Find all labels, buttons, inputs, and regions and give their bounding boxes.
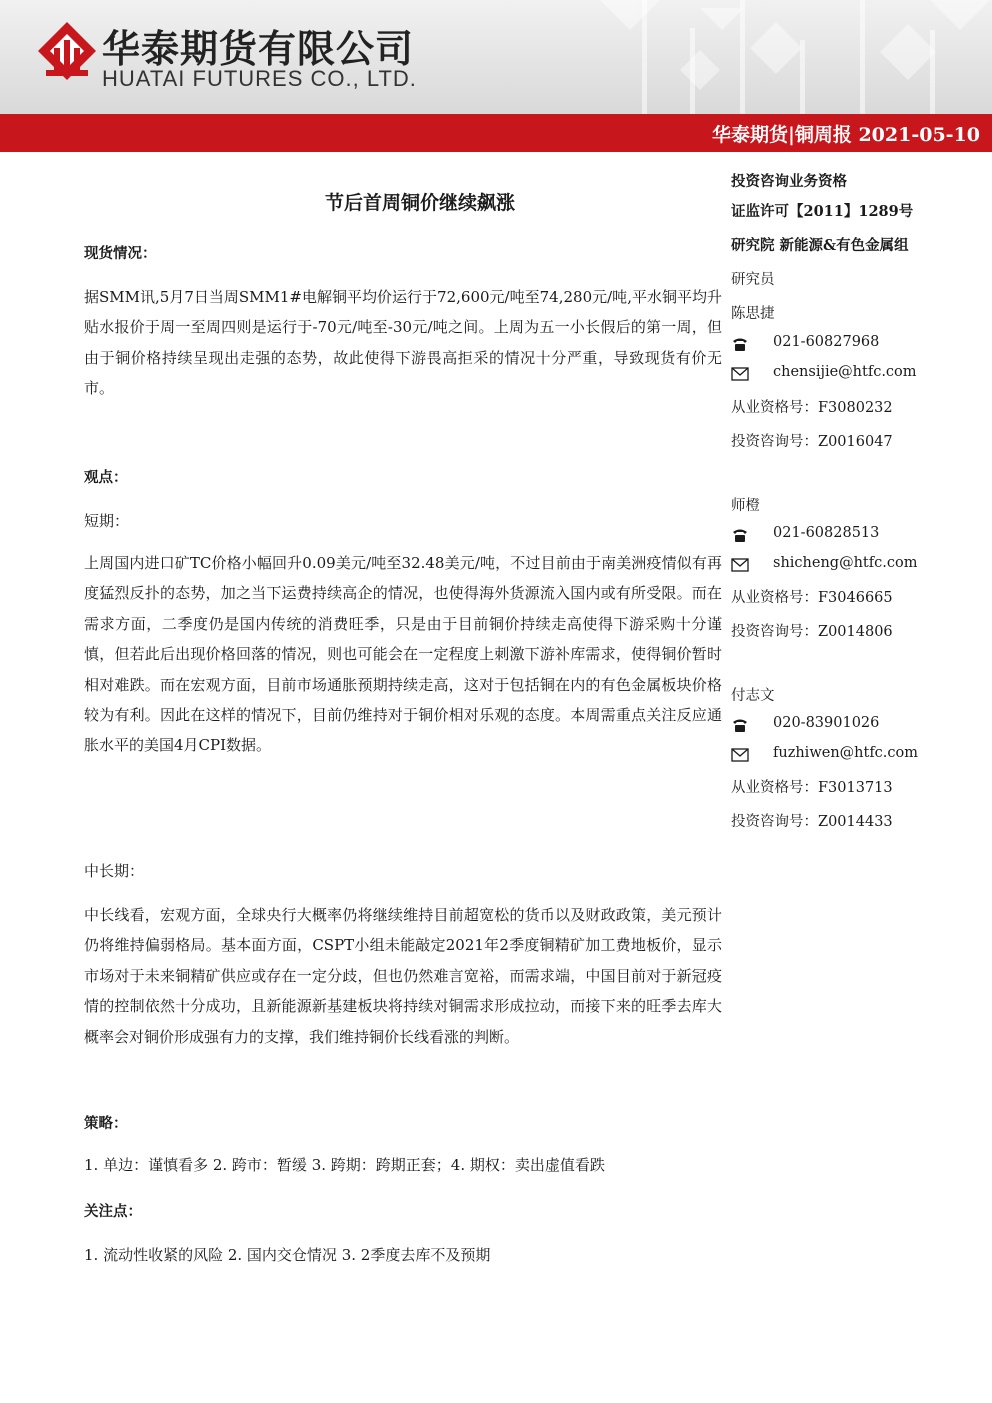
mail-icon [731, 366, 749, 382]
analyst-advisory: 投资咨询号：Z0016047 [731, 434, 893, 450]
company-logo-icon [36, 20, 98, 82]
department: 研究院 新能源&有色金属组 [731, 237, 909, 254]
analyst-email[interactable]: fuzhiwen@htfc.com [773, 745, 919, 761]
strategy-heading: 策略： [84, 1115, 128, 1132]
analyst-phone: 021-60828513 [773, 525, 880, 541]
analyst-cert: 从业资格号：F3080232 [731, 400, 893, 416]
analyst-advisory: 投资咨询号：Z0014806 [731, 624, 893, 640]
view-heading: 观点： [84, 469, 128, 486]
report-bar-text: 华泰期货|铜周报 2021-05-10 [711, 124, 980, 146]
analyst-cert: 从业资格号：F3013713 [731, 780, 893, 796]
phone-icon [731, 527, 749, 543]
qualification-line2: 证监许可【2011】1289号 [731, 203, 914, 220]
focus-line: 1. 流动性收紧的风险 2. 国内交仓情况 3. 2季度去库不及预期 [84, 1246, 491, 1264]
analyst-cert: 从业资格号：F3046665 [731, 590, 893, 606]
short-term-label: 短期： [84, 512, 130, 530]
spot-paragraph: 据SMM讯,5月7日当周SMM1#电解铜平均价运行于72,600元/吨至74,280元/吨,平水铜平均升贴水报价于周一至周四则是运行于-70元/吨至-30元/吨之间。上周为五一小长假后的第一周，但由于铜价格持续呈现出走强的态势，故此使得下游畏高拒采的情况十分严重，导致现货有价无市。 [84, 288, 722, 398]
analyst-phone: 020-83901026 [773, 715, 880, 731]
report-bar [0, 114, 992, 152]
mail-icon [731, 747, 749, 763]
mail-icon [731, 557, 749, 573]
company-name-en: HUATAI FUTURES CO., LTD. [102, 66, 417, 91]
analyst-phone: 021-60827968 [773, 334, 880, 350]
strategy-line: 1. 单边：谨慎看多 2. 跨市：暂缓 3. 跨期：跨期正套；4. 期权：卖出虚值看跌 [84, 1156, 605, 1174]
analyst-name: 师橙 [731, 498, 760, 514]
role-label: 研究员 [731, 272, 775, 288]
analyst-email[interactable]: chensijie@htfc.com [773, 364, 917, 380]
analyst-name: 陈思捷 [731, 306, 775, 322]
analyst-advisory: 投资咨询号：Z0014433 [731, 814, 893, 830]
page-title: 节后首周铜价继续飙涨 [324, 192, 515, 214]
long-term-paragraph: 中长线看，宏观方面，全球央行大概率仍将继续维持目前超宽松的货币以及财政政策，美元预计仍将维持偏弱格局。基本面方面，CSPT小组未能敲定2021年2季度铜精矿加工费地板价，显示市场对于未来铜精矿供应或存在一定分歧，但也仍然难言宽裕，而需求端，中国目前对于新冠疫情的控制依然十分成功，且新能源新基建板块将持续对铜需求形成拉动，而接下来的旺季去库大概率会对铜价形成强有力的支撑，我们维持铜价长线看涨的判断。 [84, 906, 722, 1046]
phone-icon [731, 717, 749, 733]
company-name-cn: 华泰期货有限公司 [102, 27, 415, 71]
spot-heading: 现货情况： [84, 245, 157, 262]
header-banner [0, 0, 992, 114]
analyst-name: 付志文 [731, 688, 775, 704]
short-term-paragraph: 上周国内进口矿TC价格小幅回升0.09美元/吨至32.48美元/吨，不过目前由于南美洲疫情似有再度猛烈反扑的态势，加之当下运费持续高企的情况，也使得海外货源流入国内或有所受限。而在需求方面，二季度仍是国内传统的消费旺季，只是由于目前铜价持续走高使得下游采购十分谨慎，但若此后出现价格回落的情况，则也可能会在一定程度上刺激下游补库需求，使得铜价暂时相对难跌。而在宏观方面，目前市场通胀预期持续走高，这对于包括铜在内的有色金属板块价格较为有利。因此在这样的情况下，目前仍维持对于铜价相对乐观的态度。本周需重点关注反应通胀水平的美国4月CPI数据。 [84, 554, 722, 755]
long-term-label: 中长期： [84, 862, 145, 880]
focus-heading: 关注点： [84, 1203, 142, 1220]
analyst-email[interactable]: shicheng@htfc.com [773, 555, 918, 571]
qualification-line1: 投资咨询业务资格 [731, 173, 847, 190]
phone-icon [731, 336, 749, 352]
